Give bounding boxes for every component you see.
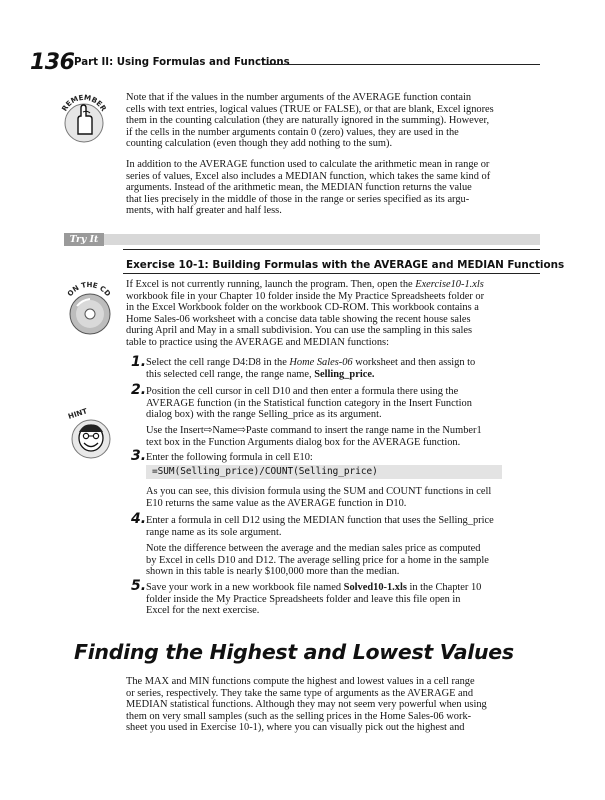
text-line: text box in the Function Arguments dialog box for the AVERAGE function. bbox=[146, 436, 461, 448]
text-line: E10 returns the same value as the AVERAGE function in D10. bbox=[146, 497, 407, 509]
text-line: cells with text entries, logical values (TRUE or FALSE), or that are blank, Excel ignores bbox=[126, 103, 494, 115]
text-line: Use the Insert⇨Name⇨Paste command to insert the range name in the Number1 bbox=[146, 425, 482, 436]
cd-icon bbox=[60, 278, 118, 338]
try-it-tab: Try It bbox=[64, 233, 104, 246]
page-number: 136 bbox=[30, 50, 75, 75]
text-line: Note the difference between the average and the median sales price as computed bbox=[146, 543, 481, 554]
step-number: 1. bbox=[131, 354, 147, 370]
exercise-top-rule bbox=[123, 249, 540, 250]
hint-label: HINT bbox=[66, 406, 89, 421]
text-line: The MAX and MIN functions compute the highest and lowest values in a cell range bbox=[126, 676, 475, 687]
file-name: Exercise10-1.xls bbox=[415, 279, 484, 290]
step-2-text bbox=[146, 386, 546, 421]
text-line: dialog box) with the range Selling_price as its argument. bbox=[146, 409, 382, 420]
remember-icon bbox=[56, 92, 112, 148]
hint-icon bbox=[60, 405, 118, 463]
step-3-note bbox=[146, 486, 546, 509]
text-line: them on very small samples (such as the selling prices in the Home Sales-06 work- bbox=[126, 710, 472, 722]
try-it-band bbox=[64, 234, 540, 245]
exercise-intro bbox=[126, 279, 546, 348]
text-line: Save your work in a new workbook file named Solved10-1.xls in the Chapter 10 bbox=[146, 582, 482, 593]
text-line: Home Sales-06 worksheet with a concise data table showing the recent house sales bbox=[126, 313, 471, 325]
cd-label: ON THE CD bbox=[65, 280, 113, 299]
text-line: Position the cell cursor in cell D10 and then enter a formula there using the bbox=[146, 386, 459, 397]
step-number: 4. bbox=[131, 511, 147, 527]
step-4-note bbox=[146, 543, 546, 578]
text-line: folder inside the My Practice Spreadsheets folder and leave this file open in bbox=[146, 593, 461, 605]
text-line: AVERAGE function (in the Statistical function category in the Insert Function bbox=[146, 397, 472, 409]
text-line: arguments. Instead of the arithmetic mean, the MEDIAN function returns the value bbox=[126, 182, 472, 193]
exercise-title-rule bbox=[123, 273, 540, 274]
text-line: Note that if the values in the number arguments of the AVERAGE function contain bbox=[126, 92, 472, 103]
text-line: If Excel is not currently running, launch the program. Then, open the Exercise10-1.xls bbox=[126, 279, 484, 290]
text-line: As you can see, this division formula using the SUM and COUNT functions in cell bbox=[146, 486, 492, 497]
step-number: 3. bbox=[131, 448, 147, 464]
text-line: if the cells in the number arguments contain 0 (zero) values, they are used in the bbox=[126, 126, 459, 138]
exercise-title: Exercise 10-1: Building Formulas with the AVERAGE and MEDIAN Functions bbox=[126, 259, 565, 271]
formula-code: =SUM(Selling_price)/COUNT(Selling_price) bbox=[146, 465, 502, 479]
text-line: MEDIAN statistical functions. Although they may not seem very powerful when using bbox=[126, 699, 487, 710]
text-line: that lies precisely in the middle of those in the range or series specified as its argu- bbox=[126, 193, 470, 205]
text-line: workbook file in your Chapter 10 folder inside the My Practice Spreadsheets folder or bbox=[126, 290, 485, 302]
text-line: counting calculation (even though they add nothing to the sum). bbox=[126, 138, 393, 149]
step-2-note bbox=[146, 425, 546, 448]
step-number: 2. bbox=[131, 382, 147, 398]
text-line: Excel for the next exercise. bbox=[146, 605, 260, 616]
text-line: Enter a formula in cell D12 using the MEDIAN function that uses the Selling_price bbox=[146, 515, 494, 526]
step-3-text bbox=[146, 452, 546, 464]
remember-label: REMEMBER bbox=[59, 92, 109, 113]
text-line: them in the counting calculation (they are naturally ignored in the summing). However, bbox=[126, 115, 490, 126]
section-paragraph bbox=[126, 676, 546, 734]
text-line: in the Excel Workbook folder on the workbook CD-ROM. This workbook contains a bbox=[126, 302, 479, 313]
intro-paragraph-1 bbox=[126, 92, 546, 150]
text-line: sheet you used in Exercise 10-1), where you can visually pick out the highest and bbox=[126, 722, 465, 733]
text-line: shown in this table is nearly $100,000 more than the median. bbox=[146, 566, 400, 577]
text-line: by Excel in cells D10 and D12. The average selling price for a home in the sample bbox=[146, 554, 489, 566]
step-5-text bbox=[146, 582, 546, 617]
text-line: this selected cell range, the range name, Selling_price. bbox=[146, 368, 375, 380]
text-line: range name as its sole argument. bbox=[146, 526, 282, 538]
text-line: table to practice using the AVERAGE and MEDIAN functions: bbox=[126, 336, 389, 348]
text-line: Enter the following formula in cell E10: bbox=[146, 452, 313, 463]
step-4-text bbox=[146, 515, 546, 538]
step-1-text bbox=[146, 357, 546, 380]
text-line: series of values, Excel also includes a MEDIAN function, which takes the same kind of bbox=[126, 170, 491, 182]
intro-paragraph-2 bbox=[126, 159, 546, 217]
text-line: In addition to the AVERAGE function used to calculate the arithmetic mean in range or bbox=[126, 159, 490, 170]
text-line: or series, respectively. They take the same type of arguments as the AVERAGE and bbox=[126, 687, 474, 699]
section-heading: Finding the Highest and Lowest Values bbox=[74, 640, 514, 664]
text-line: ments, with half greater and half less. bbox=[126, 205, 282, 216]
text-line: Select the cell range D4:D8 in the Home Sales-06 worksheet and then assign to bbox=[146, 357, 476, 368]
text-line: during April and May in a small subdivision. You can use the sampling in this sales bbox=[126, 325, 473, 336]
step-number: 5. bbox=[131, 578, 147, 594]
running-header: Part II: Using Formulas and Functions bbox=[74, 57, 290, 68]
header-rule bbox=[262, 64, 540, 65]
